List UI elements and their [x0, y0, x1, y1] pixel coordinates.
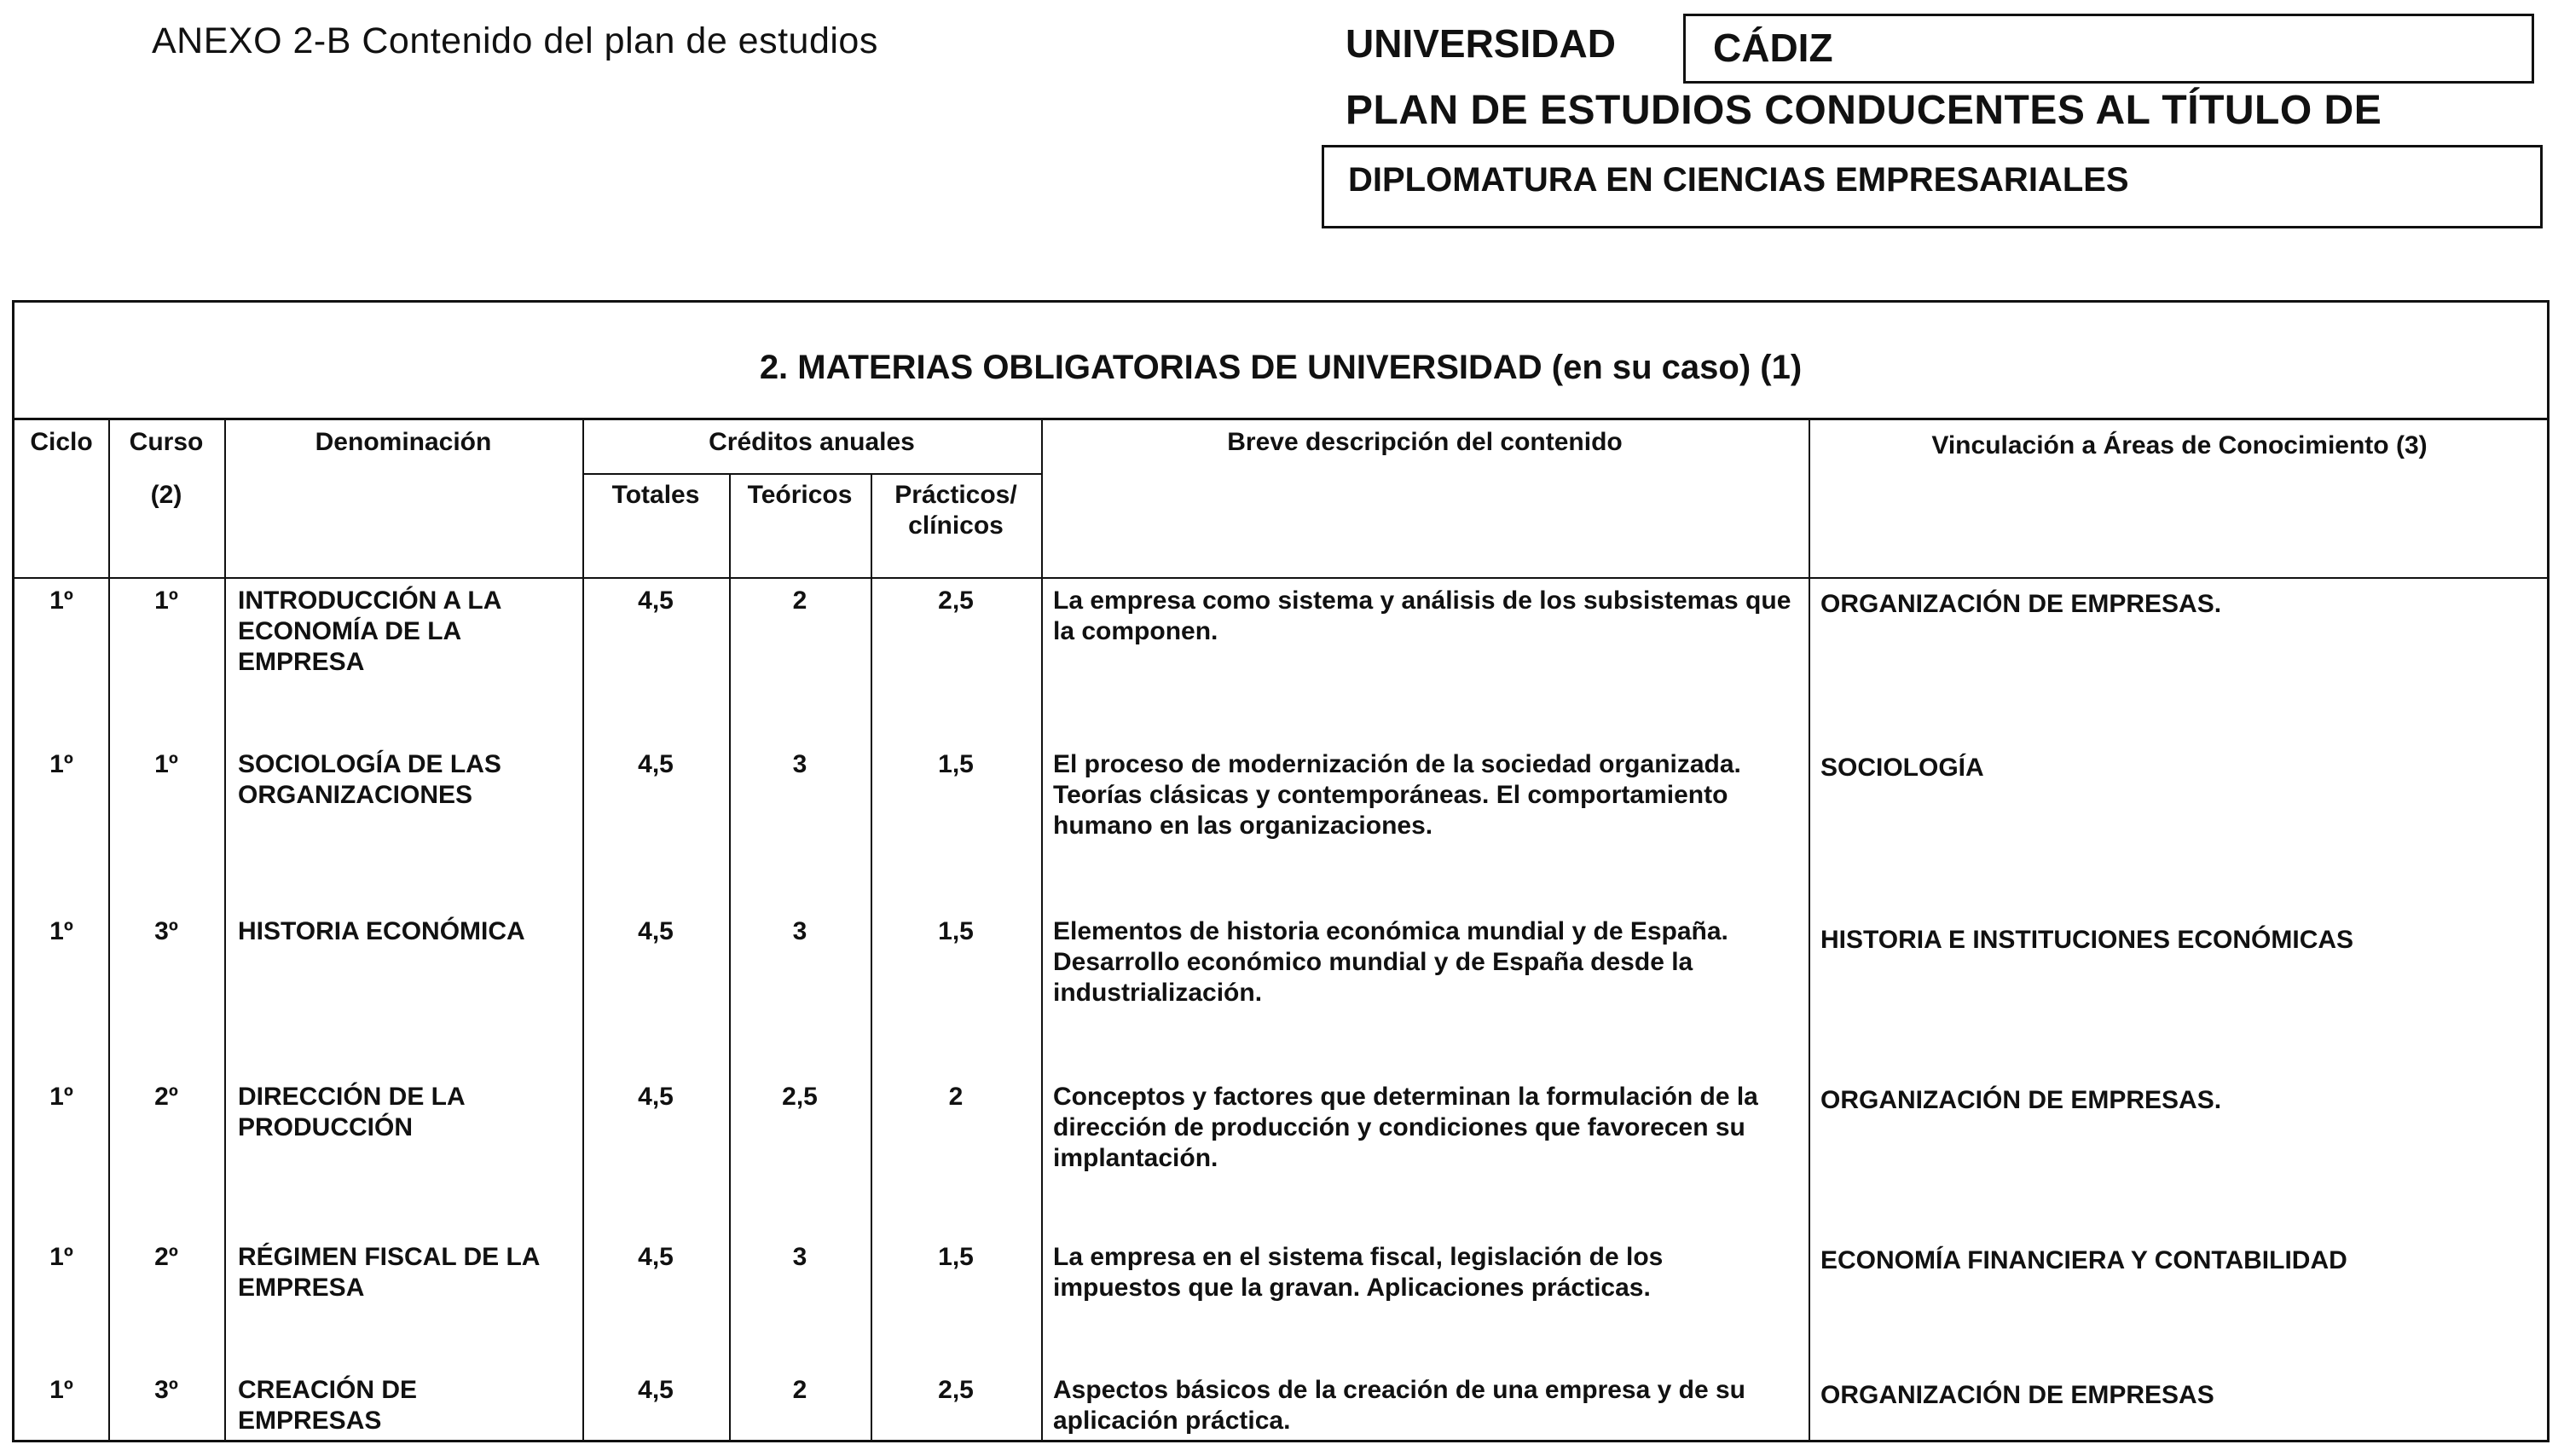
cell-descripcion: El proceso de modernización de la sociedad organizada. Teorías clásicas y contemporáneas. El comportamiento humano en las organizaciones. [1053, 750, 1741, 840]
cell-ciclo: 1º [49, 1376, 73, 1404]
cell-curso: 2º [154, 1243, 178, 1271]
cell-denominacion: INTRODUCCIÓN A LA ECONOMÍA DE LA EMPRESA [238, 586, 501, 676]
plan-label: PLAN DE ESTUDIOS CONDUCENTES AL TÍTULO DE [1346, 88, 2382, 133]
cell-practicos: 1,5 [938, 917, 974, 945]
header-practicos: Prácticos/ clínicos [894, 481, 1017, 540]
table-row [14, 741, 2547, 908]
cell-vinculacion: ORGANIZACIÓN DE EMPRESAS [1820, 1381, 2214, 1409]
cell-vinculacion: ORGANIZACIÓN DE EMPRESAS. [1820, 1086, 2222, 1114]
cell-curso: 3º [154, 1376, 178, 1404]
university-value: CÁDIZ [1713, 26, 1833, 70]
cell-teoricos: 2,5 [782, 1083, 818, 1111]
cell-practicos: 2,5 [938, 586, 974, 615]
cell-ciclo: 1º [49, 750, 73, 778]
cell-curso: 3º [154, 917, 178, 945]
cell-practicos: 1,5 [938, 1243, 974, 1271]
table-row [14, 1234, 2547, 1366]
cell-teoricos: 3 [792, 917, 807, 945]
cell-teoricos: 3 [792, 750, 807, 778]
cell-totales: 4,5 [638, 1243, 674, 1271]
cell-totales: 4,5 [638, 917, 674, 945]
cell-teoricos: 3 [792, 1243, 807, 1271]
cell-descripcion: Aspectos básicos de la creación de una empresa y de su aplicación práctica. [1053, 1376, 1746, 1435]
cell-ciclo: 1º [49, 1083, 73, 1111]
subjects-table [12, 300, 2550, 1442]
header-totales: Totales [611, 481, 700, 509]
cell-denominacion: CREACIÓN DE EMPRESAS [238, 1376, 418, 1435]
cell-denominacion: DIRECCIÓN DE LA PRODUCCIÓN [238, 1083, 465, 1141]
cell-practicos: 2 [948, 1083, 964, 1111]
table-row [14, 1073, 2547, 1234]
table-row [14, 577, 2547, 741]
cell-denominacion: HISTORIA ECONÓMICA [238, 917, 525, 945]
header-descripcion: Breve descripción del contenido [1227, 428, 1623, 456]
header-ciclo: Ciclo [30, 428, 93, 456]
cell-practicos: 1,5 [938, 750, 974, 778]
table-title: 2. MATERIAS OBLIGATORIAS DE UNIVERSIDAD (en su caso) (1) [14, 303, 2547, 420]
cell-totales: 4,5 [638, 586, 674, 615]
cell-ciclo: 1º [49, 1243, 73, 1271]
degree-field [1322, 145, 2543, 228]
cell-curso: 1º [154, 586, 178, 615]
cell-practicos: 2,5 [938, 1376, 974, 1404]
cell-descripcion: La empresa en el sistema fiscal, legislación de los impuestos que la gravan. Aplicaciones prácticas. [1053, 1243, 1664, 1302]
cell-ciclo: 1º [49, 586, 73, 615]
header-teoricos: Teóricos [747, 481, 853, 509]
header-denominacion: Denominación [315, 428, 492, 456]
header-vinculacion: Vinculación a Áreas de Conocimiento (3) [1931, 431, 2428, 459]
university-field [1683, 14, 2534, 84]
cell-denominacion: SOCIOLOGÍA DE LAS ORGANIZACIONES [238, 750, 501, 809]
table-row [14, 908, 2547, 1073]
header-curso-note: (2) [150, 481, 182, 509]
cell-totales: 4,5 [638, 1083, 674, 1111]
header-divider [582, 473, 1041, 475]
university-label: UNIVERSIDAD [1346, 21, 1616, 66]
table-row [14, 1366, 2547, 1442]
cell-teoricos: 2 [792, 1376, 807, 1404]
header-creditos: Créditos anuales [709, 428, 915, 456]
annex-title: ANEXO 2-B Contenido del plan de estudios [152, 20, 878, 61]
cell-curso: 2º [154, 1083, 178, 1111]
header-curso: Curso [129, 428, 204, 456]
cell-teoricos: 2 [792, 586, 807, 615]
cell-descripcion: La empresa como sistema y análisis de los subsistemas que la componen. [1053, 586, 1791, 645]
cell-denominacion: RÉGIMEN FISCAL DE LA EMPRESA [238, 1243, 540, 1302]
cell-vinculacion: HISTORIA E INSTITUCIONES ECONÓMICAS [1820, 926, 2354, 954]
cell-ciclo: 1º [49, 917, 73, 945]
cell-vinculacion: ORGANIZACIÓN DE EMPRESAS. [1820, 590, 2222, 618]
cell-totales: 4,5 [638, 1376, 674, 1404]
cell-vinculacion: ECONOMÍA FINANCIERA Y CONTABILIDAD [1820, 1246, 2347, 1274]
cell-totales: 4,5 [638, 750, 674, 778]
cell-vinculacion: SOCIOLOGÍA [1820, 754, 1984, 782]
cell-descripcion: Conceptos y factores que determinan la formulación de la dirección de producción y condiciones que favorecen su implantación. [1053, 1083, 1758, 1172]
cell-descripcion: Elementos de historia económica mundial y de España. Desarrollo económico mundial y de España desde la industrialización. [1053, 917, 1728, 1007]
degree-value: DIPLOMATURA EN CIENCIAS EMPRESARIALES [1348, 161, 2129, 199]
cell-curso: 1º [154, 750, 178, 778]
